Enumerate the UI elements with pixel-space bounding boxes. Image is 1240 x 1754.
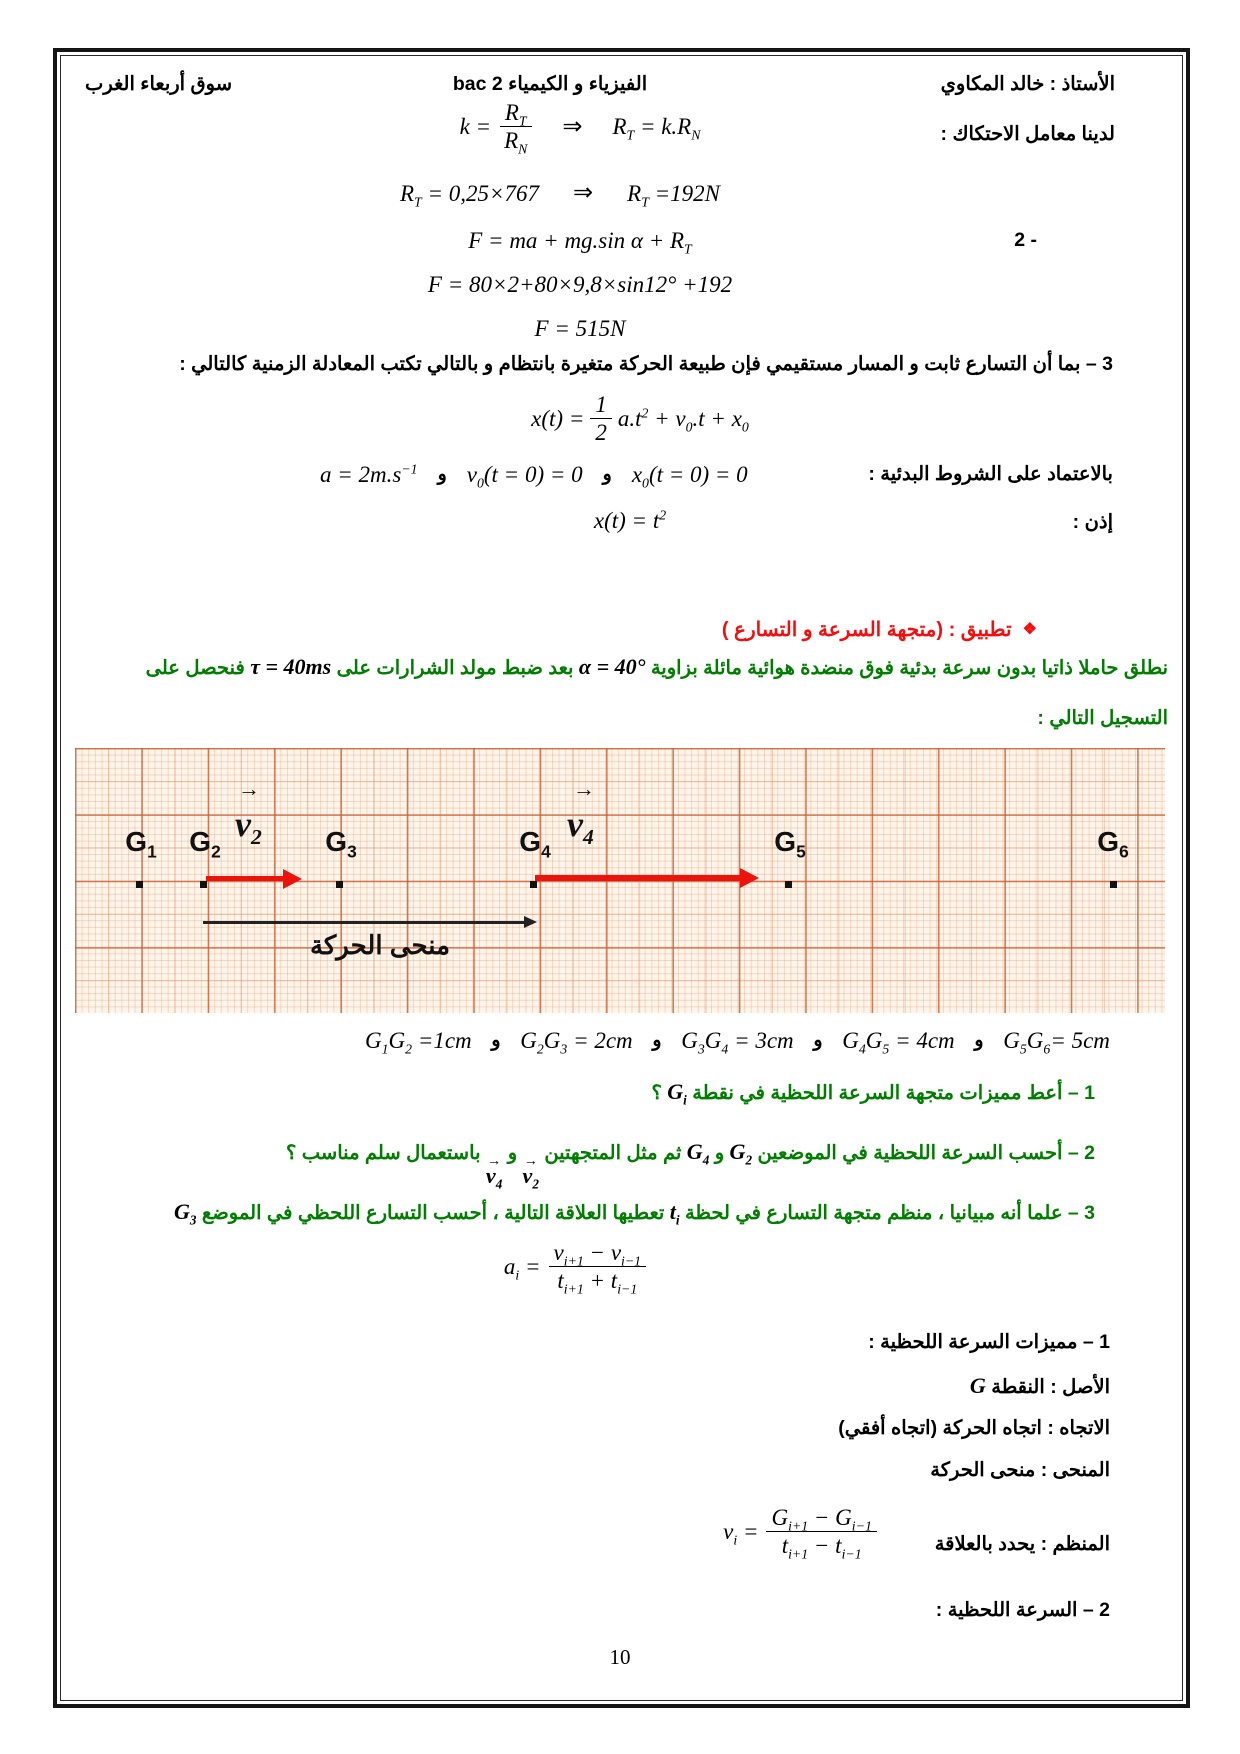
gi-symbol: $G_i$ — [667, 1079, 687, 1108]
question-text: 3 – علما أنه مبيانيا ، منظم متجهة التسارع في لحظة — [684, 1202, 1095, 1224]
statement-text: فنحصل على — [145, 657, 245, 679]
k-lhs: k = — [459, 114, 492, 140]
fraction-ai — [549, 1240, 647, 1297]
distance-g2g3: $G_2G_3 = 2cm$ — [520, 1028, 633, 1057]
and-word: و — [652, 1030, 662, 1052]
g4-symbol: $G_4$ — [686, 1139, 710, 1168]
fraction-denominator: $t_{i+1} - t_{i-1}$ — [781, 1533, 862, 1562]
question-text: 2 – أحسب السرعة اللحظية في الموضعين — [757, 1142, 1095, 1164]
statement-text: بعد ضبط مولد الشرارات على — [336, 657, 574, 679]
point-sub: 5 — [796, 841, 806, 862]
question-text: باستعمال سلم مناسب ؟ — [285, 1142, 481, 1164]
diamond-bullet-icon: ❖ — [1022, 621, 1037, 638]
g-symbol: G — [969, 1373, 986, 1398]
question-text: تعطيها العلاقة التالية ، أحسب التسارع اللحظي في الموضع — [201, 1202, 665, 1224]
point-label-g1 — [109, 826, 173, 863]
v-sub: 2 — [250, 825, 262, 850]
question-1 — [651, 1079, 1095, 1108]
header-teacher: الأستاذ : خالد المكاوي — [940, 73, 1115, 95]
point-label-g3 — [309, 826, 373, 863]
point-base: G — [189, 826, 212, 857]
header-school: سوق أربعاء الغرب — [85, 73, 233, 95]
v4-velocity-arrow — [535, 875, 741, 881]
equation-friction — [420, 100, 740, 157]
vector-arrow-icon: → — [573, 776, 595, 801]
point-base: G — [325, 826, 348, 857]
condition-x0: $x_0(t = 0) = 0$ — [631, 462, 748, 491]
v-base: v — [235, 804, 251, 844]
point-base: G — [774, 826, 797, 857]
and-word: و — [974, 1030, 984, 1052]
exercise-statement-line2: التسجيل التالي : — [1037, 707, 1168, 729]
v-base: $v_2$ — [522, 1162, 539, 1192]
question-3 — [173, 1199, 1095, 1228]
point-base: G — [519, 826, 542, 857]
distance-g4g5: $G_4G_5 = 4cm$ — [842, 1028, 955, 1057]
answer-direction: الاتجاه : اتجاه الحركة (اتجاه أفقي) — [838, 1417, 1110, 1439]
vector-arrow-icon: → — [523, 1154, 538, 1169]
implies-symbol: ⇒ — [562, 113, 583, 140]
point-dot-g2 — [200, 881, 207, 888]
fraction-numerator: $R_T$ — [500, 100, 532, 127]
distance-g5g6: $G_5G_6= 5cm$ — [1003, 1028, 1110, 1057]
initial-conditions-label: بالاعتماد على الشروط البدئية : — [868, 463, 1113, 486]
fraction-numerator: 1 — [590, 392, 612, 419]
equation-xt — [490, 392, 790, 446]
answer-sense: المنحى : منحى الحركة — [930, 1459, 1110, 1481]
point-base: G — [125, 826, 148, 857]
point-label-g5 — [758, 826, 822, 863]
point-label-g2 — [173, 826, 237, 863]
equation-force-2: F = 80×2+80×9,8×sin12° +192 — [427, 272, 733, 297]
and-word: و — [507, 1142, 518, 1164]
spark-recording-paper — [75, 748, 1165, 1013]
distances-row — [365, 1028, 1110, 1057]
fraction-numerator: $v_{i+1} - v_{i-1}$ — [549, 1240, 647, 1267]
vector-arrow-icon: → — [487, 1154, 502, 1169]
xt-rhs: $a.t^2 + v_0.t + x_0$ — [617, 405, 749, 435]
point-dot-g6 — [1110, 881, 1117, 888]
equation-force-1: F = ma + mg.sin $\alpha + R_T$ — [468, 228, 692, 257]
point-sub: 3 — [347, 841, 357, 862]
v-sub: 4 — [582, 825, 594, 850]
point-dot-g4 — [530, 881, 537, 888]
exercise-statement-line1 — [146, 655, 1168, 680]
arrowhead-icon — [283, 869, 302, 889]
and-word: و — [437, 464, 447, 486]
item-2-marker: - 2 — [1014, 229, 1037, 251]
statement-text: نطلق حاملا ذاتيا بدون سرعة بدئية فوق منضدة هوائية مائلة بزاوية — [650, 657, 1168, 679]
fraction-numerator: $G_{i+1} - G_{i-1}$ — [766, 1505, 876, 1532]
fraction-denominator: $R_N$ — [504, 128, 528, 157]
xt-lhs: x(t) = — [531, 406, 585, 432]
point-sub: 6 — [1119, 841, 1129, 862]
point-label-g6 — [1081, 826, 1145, 863]
answer-origin — [970, 1374, 1110, 1399]
g3-symbol: $G_3$ — [173, 1199, 197, 1228]
implies-symbol: ⇒ — [573, 180, 594, 206]
point-sub: 4 — [541, 841, 551, 862]
application-title-row — [722, 618, 1037, 643]
v2-velocity-arrow — [206, 876, 284, 881]
v2-label — [235, 806, 262, 849]
tau-value: τ = 40ms — [250, 654, 332, 679]
fraction-half — [590, 392, 612, 446]
rt-result: $R_T =192N$ — [627, 180, 721, 210]
v4-vector-symbol — [485, 1154, 503, 1192]
question-text: 1 – أعط مميزات متجهة السرعة اللحظية في نقطة — [692, 1082, 1095, 1104]
equation-velocity — [700, 1505, 900, 1562]
fraction-denominator: $t_{i+1} + t_{i-1}$ — [557, 1268, 638, 1297]
ai-lhs: $a_i$ = — [503, 1254, 541, 1283]
question-text: ثم مثل المتجهتين — [544, 1142, 682, 1164]
g2-symbol: $G_2$ — [729, 1139, 753, 1168]
application-title: تطبيق : (متجهة السرعة و التسارع ) — [721, 619, 1012, 641]
answer-title-2: 2 – السرعة اللحظية : — [935, 1599, 1110, 1621]
v-base: $v_4$ — [485, 1162, 503, 1192]
question-2 — [285, 1139, 1095, 1192]
point-base: G — [1097, 826, 1120, 857]
condition-v0: $v_0(t = 0) = 0$ — [466, 462, 583, 491]
fraction-rt-rn — [499, 100, 532, 157]
arrowhead-icon — [524, 916, 537, 928]
point-dot-g1 — [136, 881, 143, 888]
equation-xt-result: $x(t) = t^2$ — [593, 507, 667, 533]
arrowhead-icon — [740, 868, 759, 888]
motion-direction-label: منحى الحركة — [309, 930, 451, 960]
condition-a: $a = 2m.s^{-1}$ — [320, 461, 418, 487]
and-word: و — [491, 1030, 501, 1052]
equation-rt-value — [385, 180, 735, 210]
v4-label — [567, 806, 594, 849]
distance-g1g2: $G_1G_2 =1cm$ — [365, 1028, 472, 1057]
answer-title-1: 1 – مميزات السرعة اللحظية : — [868, 1331, 1110, 1353]
point-dot-g5 — [785, 881, 792, 888]
page-number: 10 — [609, 1645, 631, 1669]
answer-norm-label: المنظم : يحدد بالعلاقة — [934, 1533, 1110, 1555]
alpha-value: α = 40° — [578, 654, 646, 679]
fraction-vi — [766, 1505, 876, 1562]
distance-g3g4: $G_3G_4 = 3cm$ — [681, 1028, 794, 1057]
initial-conditions-row — [320, 461, 1113, 491]
answer-text: الأصل : النقطة — [991, 1376, 1110, 1398]
question-mark: ؟ — [651, 1082, 662, 1104]
v2-vector-symbol — [522, 1154, 539, 1192]
vi-lhs: $v_i$ = — [723, 1519, 759, 1548]
point-dot-g3 — [336, 881, 343, 888]
ti-symbol: $t_i$ — [669, 1199, 680, 1228]
vector-arrow-icon: → — [238, 776, 260, 801]
point-sub: 1 — [147, 841, 157, 862]
therefore-label: إذن : — [1072, 511, 1113, 533]
and-word: و — [602, 464, 612, 486]
point-sub: 2 — [211, 841, 221, 862]
header-title: الفيزياء و الكيمياء 2 bac — [452, 73, 648, 95]
and-word: و — [813, 1030, 823, 1052]
v-base: v — [567, 804, 583, 844]
acceleration-statement: 3 – بما أن التسارع ثابت و المسار مستقيمي فإن طبيعة الحركة متغيرة بانتظام و بالتالي تكتب المعادلة الزمنية كالتالي : — [179, 353, 1113, 375]
rt-lhs: $R_T = 0,25\times 767$ — [399, 180, 540, 210]
friction-label: لدينا معامل الاحتكاك : — [940, 123, 1115, 145]
motion-direction-arrow — [203, 921, 525, 924]
k-rhs: $R_T = k.R_N$ — [612, 114, 701, 143]
fraction-denominator: 2 — [595, 420, 607, 446]
equation-acceleration — [465, 1240, 685, 1297]
equation-force-3: F = 515N — [534, 316, 626, 341]
and-word: و — [714, 1142, 725, 1164]
point-label-g4 — [503, 826, 567, 863]
